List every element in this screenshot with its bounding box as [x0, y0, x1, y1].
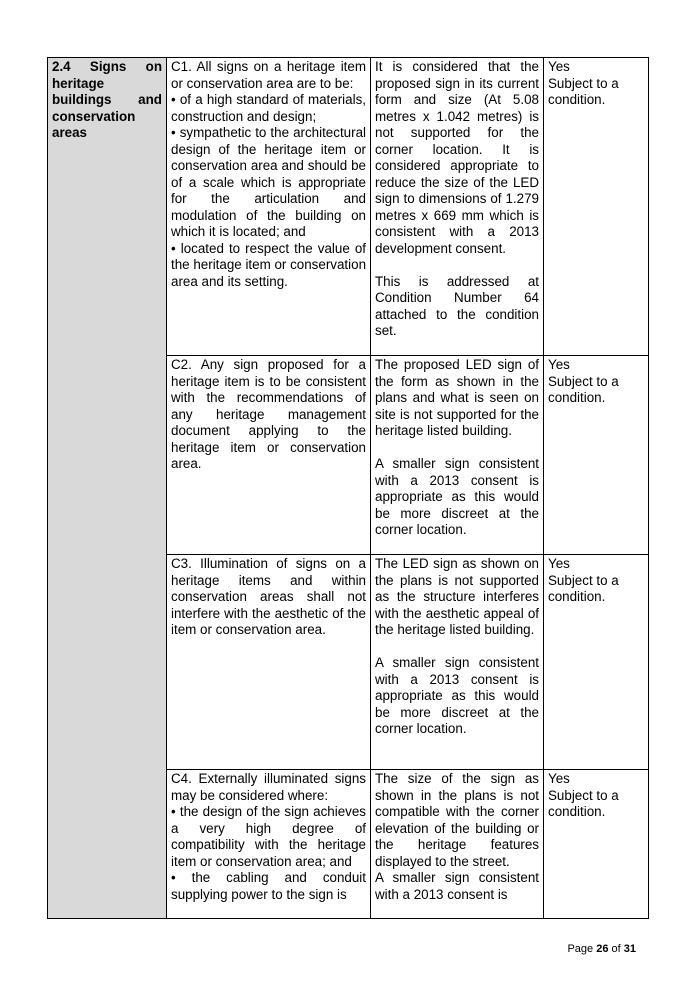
control-text: • located to respect the value of the heritage item or conservation area and its setting.	[171, 240, 367, 289]
control-text: C3. Illumination of signs on a heritage items and within conservation areas shall not interfere with the aesthetic of the item or conservation area.	[171, 556, 366, 637]
control-text: • sympathetic to the architectural design of the heritage item or conservation area and should be of a scale which is appropriate for the articulation and modulation of the building on which it is located; and	[171, 125, 366, 239]
compliance-text: Subject to a condition.	[548, 787, 619, 819]
compliance-cell	[544, 356, 649, 555]
compliance-text: Subject to a condition.	[548, 75, 619, 107]
control-text: • of a high standard of materials, construction and design;	[171, 92, 366, 124]
spacer	[375, 440, 539, 457]
comment-cell	[371, 770, 544, 919]
compliance-cell	[544, 770, 649, 919]
comment-text: The size of the sign as shown in the plans is not compatible with the corner elevation of the building or the heritage features displayed to the street.	[375, 771, 539, 869]
control-cell	[167, 58, 371, 356]
control-cell	[167, 555, 371, 770]
compliance-text: Subject to a condition.	[548, 373, 619, 405]
section-heading-cell	[48, 58, 167, 919]
comment-cell	[371, 555, 544, 770]
compliance-text: Yes	[548, 357, 570, 372]
assessment-table	[47, 57, 649, 919]
control-text: • the cabling and conduit supplying power to the sign is	[171, 870, 366, 902]
compliance-cell	[544, 555, 649, 770]
control-text: C2. Any sign proposed for a heritage item is to be consistent with the recommendations of any heritage management document applying to the heritage item or conservation area.	[171, 357, 366, 471]
comment-text: A smaller sign consistent with a 2013 consent is appropriate as this would be more discreet at the corner location.	[375, 456, 539, 537]
spacer	[375, 257, 539, 274]
page-prefix: Page	[567, 943, 597, 955]
page-sep: of	[608, 943, 624, 955]
section-title: 2.4 Signs on heritage buildings and conservation areas	[52, 59, 162, 140]
comment-cell	[371, 58, 544, 356]
page-current: 26	[596, 943, 609, 955]
compliance-text: Subject to a condition.	[548, 572, 619, 604]
comment-text: A smaller sign consistent with a 2013 consent is appropriate as this would be more discreet at the corner location.	[375, 655, 539, 736]
control-cell	[167, 770, 371, 919]
comment-text: The proposed LED sign of the form as shown in the plans and what is seen on site is not supported for the heritage listed building.	[375, 357, 539, 438]
page-total: 31	[623, 943, 636, 955]
control-text: • the design of the sign achieves a very high degree of compatibility with the heritage item or conservation area; and	[171, 804, 366, 869]
control-text: C4. Externally illuminated signs may be considered where:	[171, 771, 366, 803]
table-row	[48, 58, 649, 356]
compliance-text: Yes	[548, 59, 570, 74]
page-number	[567, 941, 636, 958]
compliance-text: Yes	[548, 556, 570, 571]
compliance-text: Yes	[548, 771, 570, 786]
comment-text: It is considered that the proposed sign in its current form and size (At 5.08 metres x 1.042 metres) is not supported for the corner location. It is considered appropriate to reduce the size of the LED sign to dimensions of 1.279 metres x 669 mm which is consistent with a 2013 development consent.	[375, 59, 539, 256]
comment-cell	[371, 356, 544, 555]
comment-text: The LED sign as shown on the plans is not supported as the structure interferes with the aesthetic appeal of the heritage listed building.	[375, 556, 539, 637]
comment-text: This is addressed at Condition Number 64 attached to the condition set.	[375, 273, 539, 338]
compliance-cell	[544, 58, 649, 356]
comment-text: A smaller sign consistent with a 2013 consent is	[375, 870, 539, 902]
control-text: C1. All signs on a heritage item or conservation area are to be:	[171, 59, 366, 91]
control-cell	[167, 356, 371, 555]
spacer	[375, 639, 539, 656]
